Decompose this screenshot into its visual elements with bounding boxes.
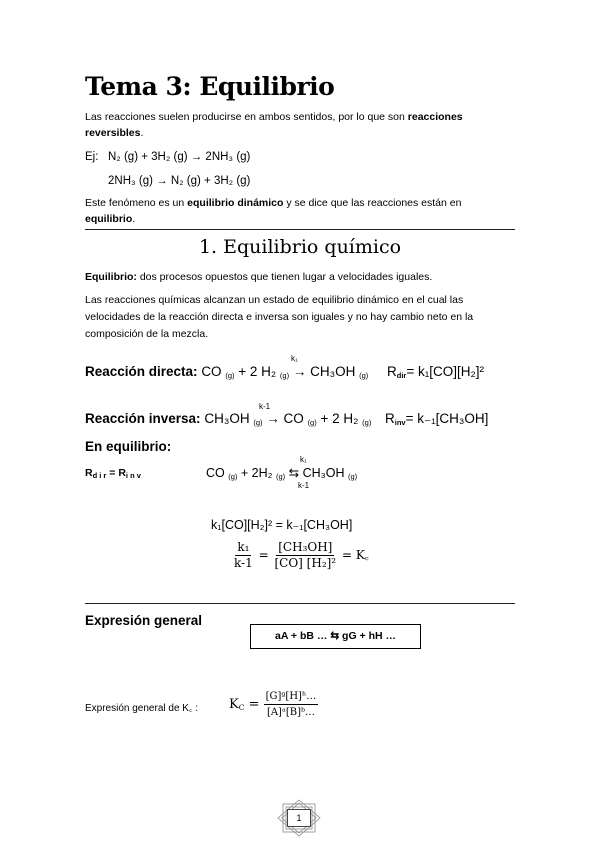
inverse-rate-symbol: R bbox=[385, 411, 395, 426]
definition bbox=[85, 269, 432, 285]
paragraph-line-3: composición de la mezcla. bbox=[85, 328, 209, 340]
kc-general-num: [G]ᵍ[H]ʰ… bbox=[264, 689, 319, 705]
rate-equals: = bbox=[106, 467, 119, 479]
direct-rate bbox=[387, 364, 484, 380]
rate-dir-symbol: R bbox=[85, 467, 93, 479]
inverse-phase-1: (g) bbox=[253, 418, 263, 427]
kc-general-fraction bbox=[264, 689, 319, 720]
direct-phase-2: (g) bbox=[279, 371, 290, 380]
kc-derivation bbox=[232, 540, 369, 571]
eq-k-bottom: k-1 bbox=[298, 481, 310, 490]
k-ratio-den: k-1 bbox=[234, 556, 253, 570]
kc-general-label: Expresión general de K꜀ : bbox=[85, 703, 198, 714]
direct-arrow: → bbox=[292, 364, 307, 379]
rate-equality bbox=[85, 467, 141, 480]
inverse-label: Reacción inversa: bbox=[85, 411, 201, 426]
dynamic-text-a: Este fenómeno es un bbox=[85, 197, 188, 209]
intro-bold: reacciones bbox=[407, 111, 463, 123]
definition-text: dos procesos opuestos que tienen lugar a velocidades iguales. bbox=[136, 271, 433, 283]
intro-line-2 bbox=[85, 125, 143, 141]
intro-line-1 bbox=[85, 109, 463, 125]
general-heading: Expresión general bbox=[85, 613, 203, 628]
eq-reactant-h2: + 2H₂ bbox=[240, 466, 273, 480]
k-ratio-num: k₁ bbox=[237, 540, 250, 554]
eq-phase-2: (g) bbox=[275, 472, 286, 481]
conc-ratio-den: [CO] [H₂]² bbox=[274, 556, 337, 570]
direct-reaction bbox=[85, 364, 368, 380]
inverse-product-h2: + 2 H₂ bbox=[320, 411, 359, 426]
eq-double-arrow: ⇆ bbox=[288, 466, 300, 480]
kc-general-expression: $K_C$ = $\frac{\text{[G]ᵍ[H]ʰ…}}{\text{[A]ᵃ[B]ᵇ…}}$ bbox=[229, 691, 317, 718]
inverse-phase-2: (g) bbox=[307, 418, 317, 427]
eq-phase-3: (g) bbox=[348, 472, 358, 481]
direct-reactant-h2: + 2 H₂ bbox=[238, 364, 277, 379]
direct-label: Reacción directa: bbox=[85, 364, 198, 379]
direct-rate-expression: = k₁[CO][H₂]² bbox=[406, 364, 485, 379]
conc-ratio-num: [CH₃OH] bbox=[278, 540, 333, 554]
kc-result: = K꜀ bbox=[341, 548, 369, 562]
inverse-reactant: CH₃OH bbox=[204, 411, 250, 426]
dynamic-period: . bbox=[132, 213, 136, 225]
eq-phase-1: (g) bbox=[228, 472, 238, 481]
inverse-phase-3: (g) bbox=[362, 418, 372, 427]
derivation-equals: = bbox=[258, 548, 269, 562]
inverse-rate-expression: = k₋₁[CH₃OH] bbox=[405, 411, 489, 426]
dynamic-bold: equilibrio dinámico bbox=[187, 197, 284, 209]
inverse-rate-sub: inv bbox=[394, 418, 406, 427]
kc-general-den: [A]ᵃ[B]ᵇ… bbox=[266, 707, 315, 718]
rate-constant-relation: k₁[CO][H₂]² = k₋₁[CH₃OH] bbox=[211, 518, 353, 532]
concentration-ratio bbox=[272, 540, 338, 571]
direct-product: CH₃OH bbox=[310, 364, 356, 379]
example-label: Ej: bbox=[85, 151, 99, 163]
page-number: 1 bbox=[287, 809, 311, 827]
inverse-reaction bbox=[85, 411, 371, 427]
paragraph-line-2: velocidades de la reacción directa e inversa son iguales y no hay cambio neto en la bbox=[85, 311, 474, 323]
dynamic-line-1 bbox=[85, 195, 461, 211]
dynamic-line-2 bbox=[85, 211, 135, 227]
intro-bold-2: reversibles bbox=[85, 127, 141, 139]
kc-sub: C bbox=[238, 703, 245, 712]
inverse-arrow: → bbox=[266, 411, 280, 426]
section-divider-2 bbox=[85, 603, 515, 604]
example-eq-2: 2NH₃ (g) → N₂ (g) + 3H₂ (g) bbox=[108, 175, 251, 187]
direct-phase-3: (g) bbox=[359, 371, 369, 380]
section-heading: 1. Equilibrio químico bbox=[198, 236, 402, 258]
rate-inv-symbol: R bbox=[118, 467, 126, 479]
k-ratio bbox=[232, 540, 255, 571]
equilibrium-heading: En equilibrio: bbox=[85, 439, 172, 454]
page-title: Tema 3: Equilibrio bbox=[85, 72, 335, 101]
direct-reactant-co: CO bbox=[201, 364, 222, 379]
section-divider bbox=[85, 229, 515, 230]
example-eq-1: N₂ (g) + 3H₂ (g) → 2NH₃ (g) bbox=[108, 151, 251, 163]
intro-text: Las reacciones suelen producirse en ambos sentidos, por lo que son bbox=[85, 111, 408, 123]
inverse-rate-constant: k-1 bbox=[259, 402, 271, 411]
direct-rate-symbol: R bbox=[387, 364, 397, 379]
paragraph-line-1: Las reacciones químicas alcanzan un estado de equilibrio dinámico en el cual las bbox=[85, 294, 464, 306]
intro-period: . bbox=[140, 127, 144, 139]
eq-product: CH₃OH bbox=[302, 466, 345, 480]
general-reaction-box: aA + bB … ⇆ gG + hH … bbox=[250, 624, 421, 649]
eq-k-top: k₁ bbox=[300, 455, 307, 464]
definition-term: Equilibrio: bbox=[85, 271, 137, 283]
inverse-product-co: CO bbox=[283, 411, 304, 426]
dynamic-text-c: y se dice que las reacciones están en bbox=[283, 197, 462, 209]
dynamic-bold-2: equilibrio bbox=[85, 213, 133, 225]
rate-dir-sub: d i r bbox=[92, 471, 107, 480]
eq-reactant-co: CO bbox=[206, 466, 225, 480]
inverse-rate bbox=[385, 411, 488, 427]
kc-symbol: K bbox=[229, 697, 239, 712]
direct-phase-1: (g) bbox=[225, 371, 235, 380]
direct-rate-sub: dir bbox=[396, 371, 407, 380]
rate-inv-sub: i n v bbox=[125, 471, 141, 480]
direct-rate-constant: k₁ bbox=[291, 354, 298, 363]
equilibrium-reaction bbox=[206, 465, 357, 481]
